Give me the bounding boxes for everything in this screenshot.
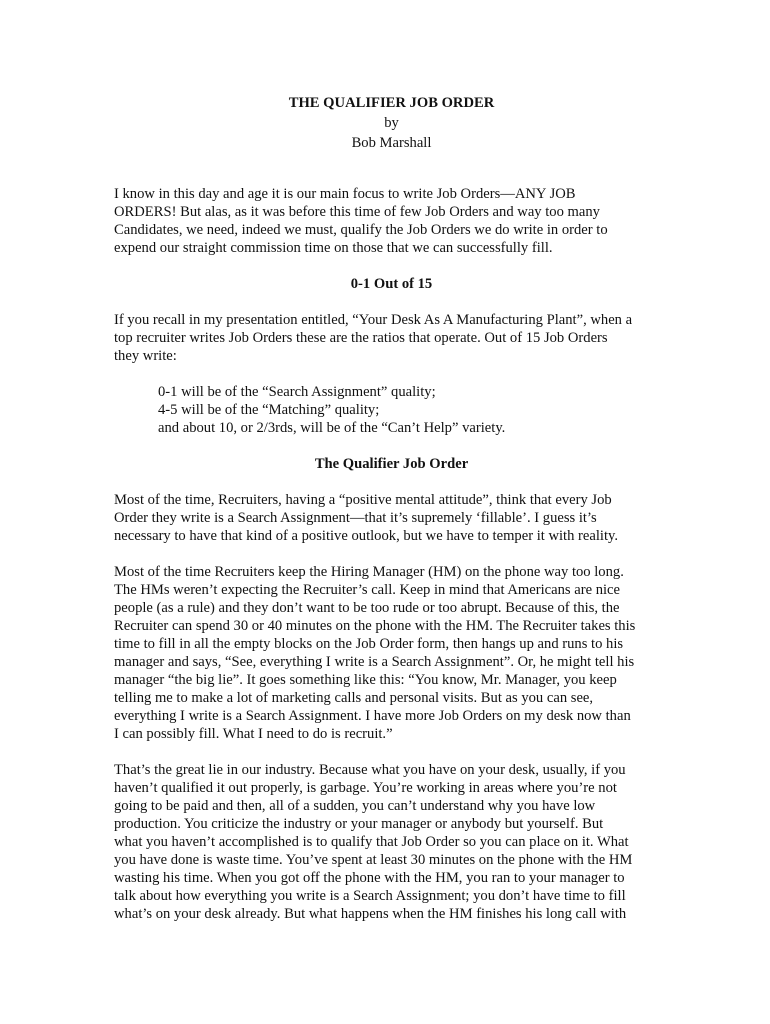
text-line: Candidates, we need, indeed we must, qualify the Job Orders we do write in order to <box>114 222 608 238</box>
text-line: manager “the big lie”. It goes something like this: “You know, Mr. Manager, you keep <box>114 672 617 688</box>
text-line: time to fill in all the empty blocks on the Job Order form, then hangs up and runs to his <box>114 636 624 652</box>
text-line: wasting his time. When you got off the phone with the HM, you ran to your manager to <box>114 870 625 886</box>
text-line: The HMs weren’t expecting the Recruiter’s call. Keep in mind that Americans are nice <box>114 582 621 598</box>
ratios-intro-paragraph <box>114 311 659 365</box>
hiring-manager-paragraph <box>114 563 659 743</box>
byline-by: by <box>384 115 399 131</box>
positive-attitude-paragraph <box>114 491 659 545</box>
document-page <box>114 93 659 941</box>
text-line: manager and says, “See, everything I write is a Search Assignment”. Or, he might tell his <box>114 654 635 670</box>
intro-paragraph <box>114 185 659 257</box>
text-line: top recruiter writes Job Orders these are the ratios that operate. Out of 15 Job Orders <box>114 330 608 346</box>
text-line: expend our straight commission time on those that we can successfully fill. <box>114 240 553 256</box>
title-block <box>114 93 659 153</box>
great-lie-paragraph <box>114 761 659 923</box>
text-line: people (as a rule) and they don’t want to be too rude or too abrupt. Because of this, the <box>114 600 620 616</box>
text-line: what you haven’t accomplished is to qualify that Job Order so you can place on it. What <box>114 834 629 850</box>
list-item: and about 10, or 2/3rds, will be of the “Can’t Help” variety. <box>158 420 506 436</box>
text-line: they write: <box>114 348 177 364</box>
text-line: everything I write is a Search Assignment. I have more Job Orders on my desk now than <box>114 708 631 724</box>
text-line: If you recall in my presentation entitled, “Your Desk As A Manufacturing Plant”, when a <box>114 312 633 328</box>
text-line: telling me to make a lot of marketing calls and personal visits. But as you can see, <box>114 690 594 706</box>
text-line: Most of the time Recruiters keep the Hiring Manager (HM) on the phone way too long. <box>114 564 624 580</box>
text-line: going to be paid and then, all of a sudden, you can’t understand why you have low <box>114 798 596 814</box>
document-title: THE QUALIFIER JOB ORDER <box>288 95 495 111</box>
text-line: what’s on your desk already. But what happens when the HM finishes his long call with <box>114 906 627 922</box>
text-line: Order they write is a Search Assignment—that it’s supremely ‘fillable’. I guess it’s <box>114 510 597 526</box>
text-line: I can possibly fill. What I need to do is recruit.” <box>114 726 393 742</box>
text-line: necessary to have that kind of a positive outlook, but we have to temper it with reality. <box>114 528 619 544</box>
list-item: 4-5 will be of the “Matching” quality; <box>158 402 380 418</box>
text-line: production. You criticize the industry or your manager or anybody but yourself. But <box>114 816 604 832</box>
list-item: 0-1 will be of the “Search Assignment” quality; <box>158 384 436 400</box>
text-line: talk about how everything you write is a Search Assignment; you don’t have time to fill <box>114 888 626 904</box>
text-line: ORDERS! But alas, as it was before this time of few Job Orders and way too many <box>114 204 600 220</box>
section-heading-qualifier: The Qualifier Job Order <box>314 456 469 472</box>
text-line: you have done is waste time. You’ve spent at least 30 minutes on the phone with the HM <box>114 852 633 868</box>
section-heading-ratio: 0-1 Out of 15 <box>350 276 433 292</box>
text-line: Recruiter can spend 30 or 40 minutes on the phone with the HM. The Recruiter takes this <box>114 618 636 634</box>
text-line: Most of the time, Recruiters, having a “positive mental attitude”, think that every Job <box>114 492 612 508</box>
author-name: Bob Marshall <box>351 135 432 151</box>
ratios-list <box>158 383 659 437</box>
text-line: haven’t qualified it out properly, is garbage. You’re working in areas where you’re not <box>114 780 617 796</box>
text-line: I know in this day and age it is our main focus to write Job Orders—ANY JOB <box>114 186 576 202</box>
text-line: That’s the great lie in our industry. Because what you have on your desk, usually, if you <box>114 762 626 778</box>
